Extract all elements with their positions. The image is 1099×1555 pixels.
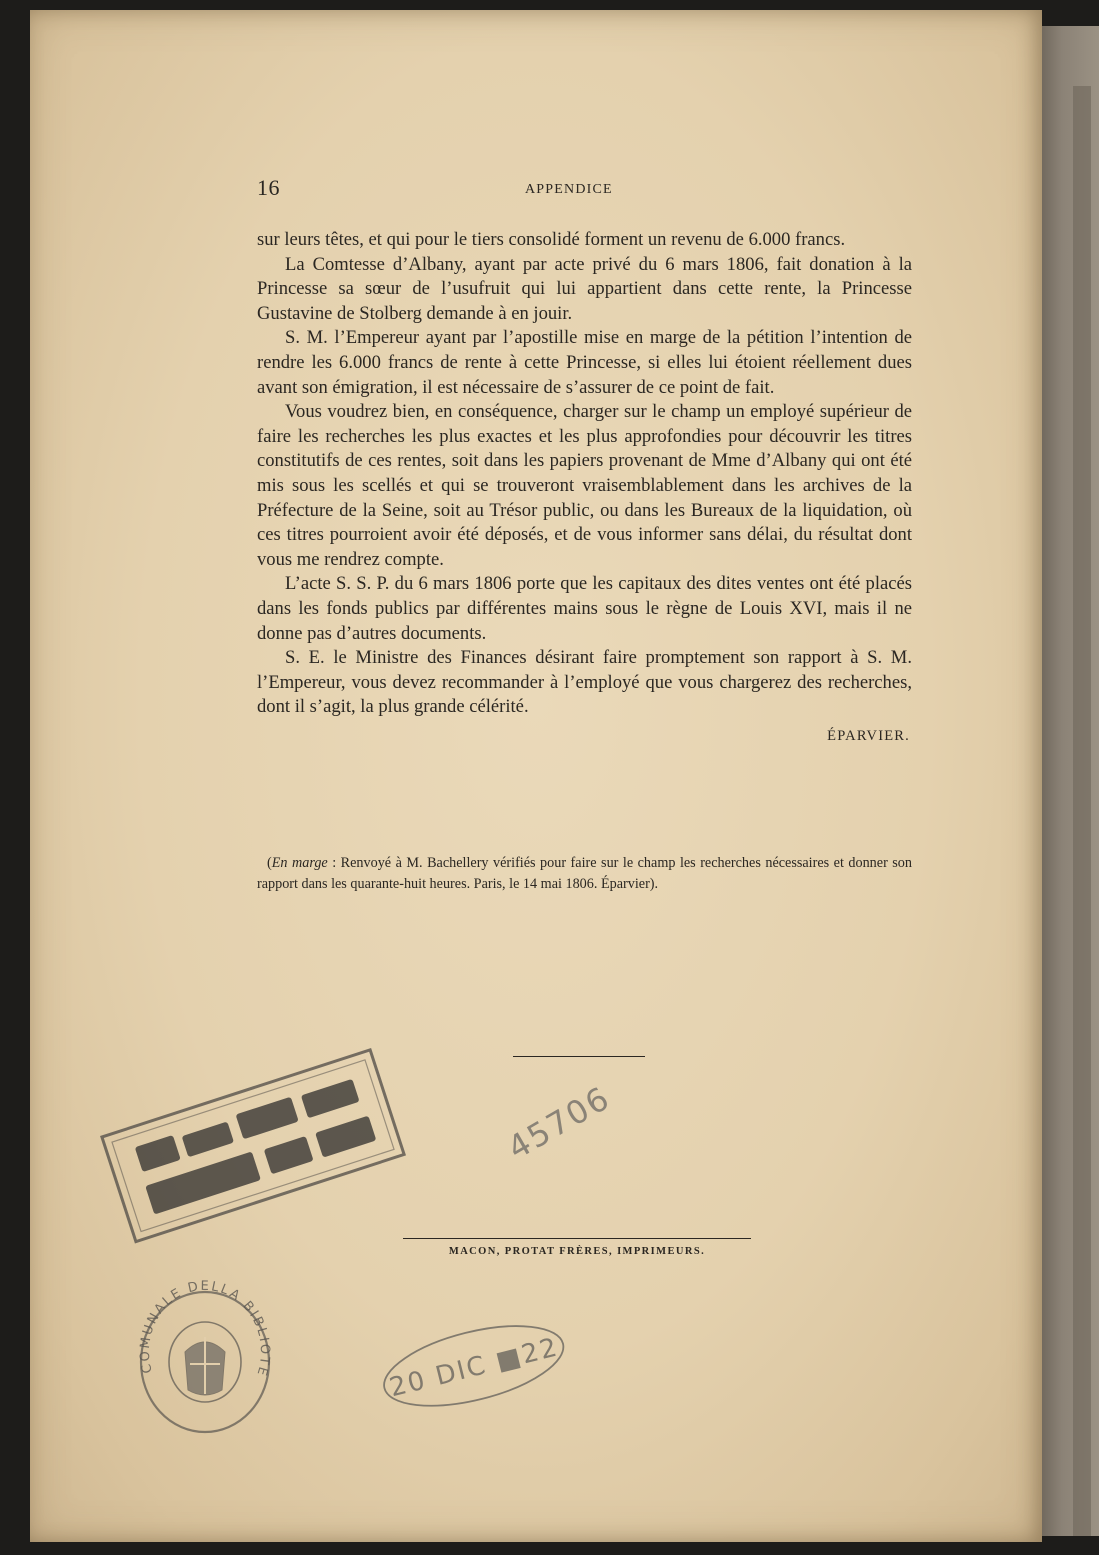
document-page xyxy=(30,10,1042,1542)
paragraph-2: La Comtesse d’Albany, ayant par acte privé du 6 mars 1806, fait donation à la Princesse sa sœur de l’usufruit qui lui appartient dans cette rente, la Princesse Gustavine de Stolberg demande à en jouir. xyxy=(257,253,912,324)
inventory-number-pencil xyxy=(492,1068,632,1188)
next-page-edge xyxy=(1035,26,1099,1536)
paragraph-6: S. E. le Ministre des Finances désirant faire promptement son rapport à S. M. l’Empereur, vous devez recommander à l’employé que vous chargerez des recherches, dont il s’agit, la plus grande célérité. xyxy=(257,647,912,718)
library-seal-text: COMUNALE DELLA BIBLIOTECA xyxy=(124,1271,273,1379)
signature: ÉPARVIER. xyxy=(827,727,910,744)
date-stamp-text: 20 DIC ■22 xyxy=(386,1332,562,1404)
marginal-note-open-paren: ( xyxy=(267,855,272,871)
marginal-note xyxy=(257,853,912,895)
paragraph-5: L’acte S. S. P. du 6 mars 1806 porte que les capitaux des dites ventes ont été placés dans les fonds publics par différentes mains sous le règne de Louis XVI, mais il ne donne pas d’autres documents. xyxy=(257,573,912,644)
paragraph-3: S. M. l’Empereur ayant par l’apostille mise en marge de la pétition l’intention de rendre les 6.000 francs de rente à cette Princesse, si elles lui étoient réellement dues avant son émigration, il est nécessaire de s’assurer de ce point de fait. xyxy=(257,327,912,398)
printer-imprint: MACON, PROTAT FRÈRES, IMPRIMEURS. xyxy=(448,1246,706,1257)
body-text xyxy=(257,228,912,748)
library-seal xyxy=(124,1271,280,1442)
paragraph-1: sur leurs têtes, et qui pour le tiers consolidé forment un revenu de 6.000 francs. xyxy=(257,229,846,250)
page-number: 16 xyxy=(257,175,280,200)
separator-rule xyxy=(513,1056,645,1057)
rectangular-library-stamp xyxy=(88,1020,408,1260)
running-head: APPENDICE xyxy=(525,182,613,197)
date-stamp xyxy=(368,1298,578,1428)
inventory-number-text: 45706 xyxy=(501,1078,617,1168)
printer-rule xyxy=(403,1238,751,1239)
next-page-shadow xyxy=(1073,86,1091,1536)
marginal-note-lead: En marge xyxy=(271,855,328,871)
paragraph-4: Vous voudrez bien, en conséquence, charger sur le champ un employé supérieur de faire les recherches les plus exactes et les plus approfondies pour découvrir les titres constitutifs de ces rentes, soit dans les papiers provenant de Mme d’Albany qui ont été mis sous les scellés et qui se trouveront vraisemblablement dans les archives de la Préfecture de la Seine, soit au Trésor public, ou dans les Bureaux de la liquidation, où ces titres pourroient avoir été déposés, et de vous informer sans délai, du résultat dont vous me rendrez compte. xyxy=(257,401,912,570)
marginal-note-text: : Renvoyé à M. Bachellery vérifiés pour faire sur le champ les recherches nécessaires et donner son rapport dans les quarante-huit heures. Paris, le 14 mai 1806. Éparvier). xyxy=(257,855,912,892)
